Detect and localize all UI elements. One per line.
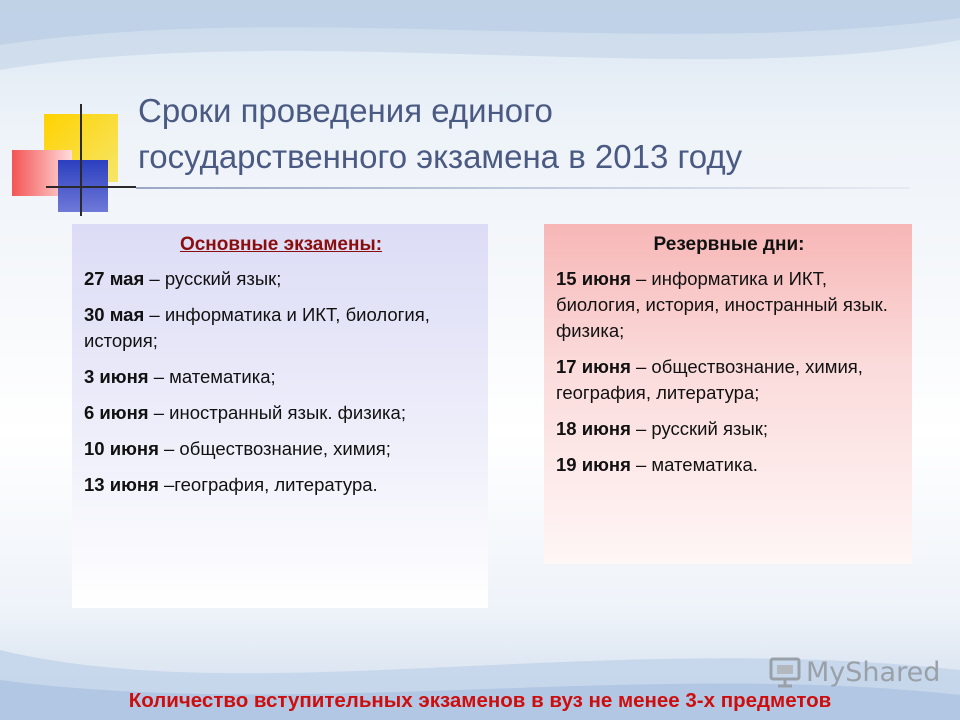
reserve-day-item xyxy=(556,354,902,406)
main-exam-item xyxy=(84,266,478,292)
main-exam-item xyxy=(84,472,478,498)
exam-subjects: –география, литература. xyxy=(158,474,378,495)
main-exam-item xyxy=(84,400,478,426)
reserve-days-panel xyxy=(544,224,912,564)
reserve-subjects: – русский язык; xyxy=(630,418,768,439)
exam-date: 30 мая xyxy=(84,304,145,325)
reserve-days-heading: Резервные дни: xyxy=(653,234,805,255)
title-line-1: Сроки проведения единого xyxy=(138,92,553,129)
reserve-date: 19 июня xyxy=(556,454,631,475)
main-exam-item xyxy=(84,364,478,390)
exam-subjects: – русский язык; xyxy=(144,268,282,289)
exam-date: 3 июня xyxy=(84,366,149,387)
exam-date: 27 мая xyxy=(84,268,145,289)
exam-subjects: – обществознание, химия; xyxy=(158,438,391,459)
decor-vertical-line xyxy=(80,104,82,216)
reserve-day-item xyxy=(556,416,902,442)
exam-date: 10 июня xyxy=(84,438,159,459)
exam-subjects: – математика; xyxy=(148,366,276,387)
exam-subjects: – иностранный язык. физика; xyxy=(148,402,406,423)
title-underline xyxy=(136,187,910,189)
exam-subjects: – информатика и ИКТ, биология, история; xyxy=(84,304,430,351)
title-line-2: государственного экзамена в 2013 году xyxy=(138,138,743,175)
exam-date: 13 июня xyxy=(84,474,159,495)
reserve-date: 18 июня xyxy=(556,418,631,439)
reserve-day-item xyxy=(556,266,902,344)
exam-date: 6 июня xyxy=(84,402,149,423)
footer-note: Количество вступительных экзаменов в вуз не менее 3-х предметов xyxy=(128,689,832,712)
main-exams-heading: Основные экзамены: xyxy=(179,234,383,255)
reserve-date: 15 июня xyxy=(556,268,631,289)
reserve-subjects: – математика. xyxy=(630,454,758,475)
watermark-text: MyShared xyxy=(806,656,941,688)
main-exam-item xyxy=(84,302,478,354)
reserve-date: 17 июня xyxy=(556,356,631,377)
slide-title xyxy=(138,88,918,180)
main-exam-item xyxy=(84,436,478,462)
reserve-day-item xyxy=(556,452,902,478)
reserve-subjects: – обществознание, химия, география, литература; xyxy=(556,356,863,403)
decor-horizontal-line xyxy=(46,186,136,188)
presentation-icon xyxy=(768,656,802,688)
main-exams-panel xyxy=(72,224,488,608)
reserve-subjects: – информатика и ИКТ, биология, история, иностранный язык. физика; xyxy=(556,268,888,341)
watermark xyxy=(768,655,940,689)
